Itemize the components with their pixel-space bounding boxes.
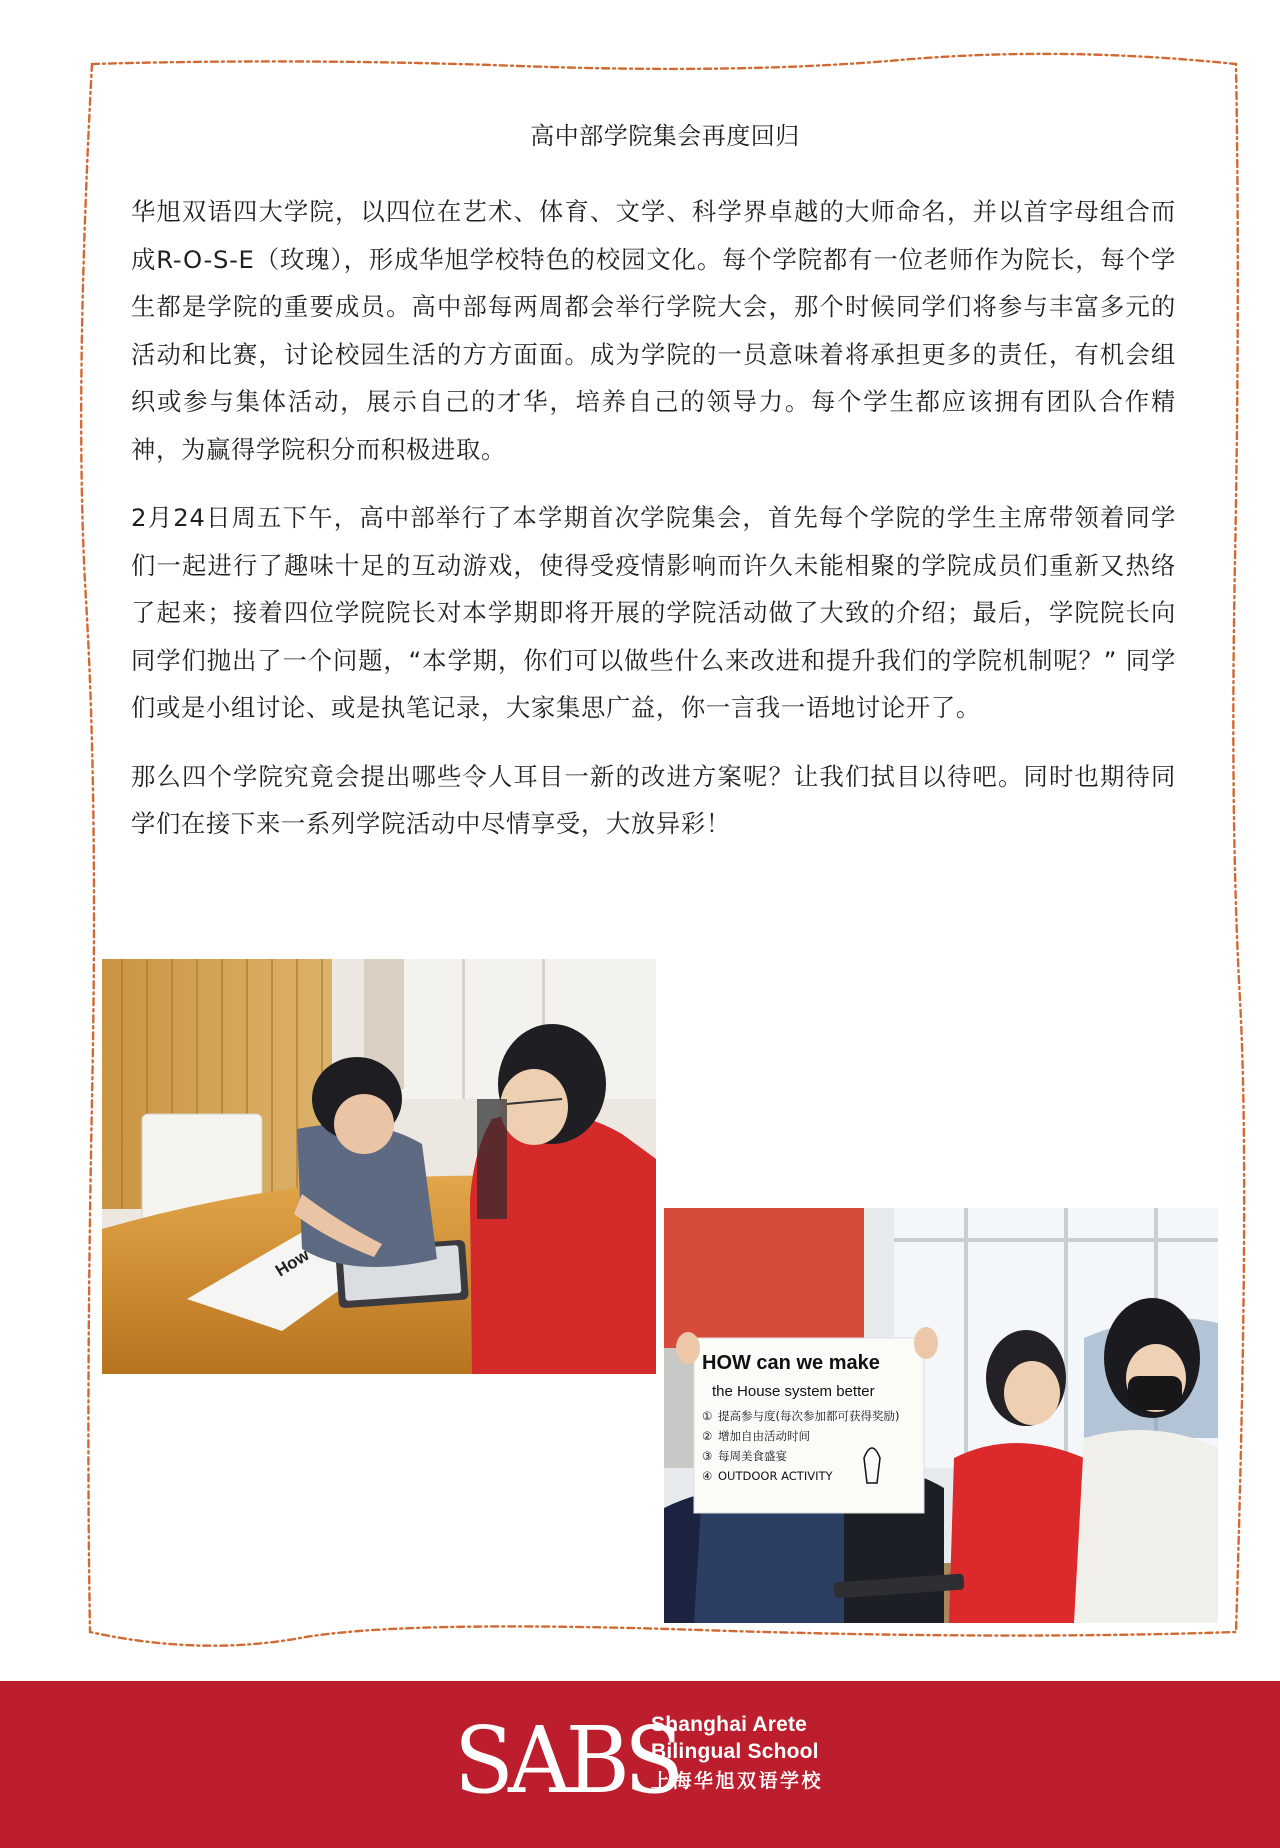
photo-students-poster bbox=[664, 1208, 1218, 1623]
paragraph-closing: 那么四个学院究竟会提出哪些令人耳目一新的改进方案呢？让我们拭目以待吧。同时也期待同学们在接下来一系列学院活动中尽情享受，大放异彩！ bbox=[131, 761, 1176, 838]
school-name-en-line1: Shanghai Arete bbox=[651, 1713, 808, 1736]
poster-number-4: ④ bbox=[702, 1469, 713, 1483]
photo-students-writing bbox=[102, 959, 656, 1374]
school-name-block bbox=[651, 1711, 823, 1797]
poster-item-4: OUTDOOR ACTIVITY bbox=[718, 1469, 833, 1483]
article-body bbox=[131, 188, 1176, 869]
paragraph-event: 2月24日周五下午，高中部举行了本学期首次学院集会，首先每个学院的学生主席带领着同学们一起进行了趣味十足的互动游戏，使得受疫情影响而许久未能相聚的学院成员们重新又热络了起来；接着四位学院院长对本学期即将开展的学院活动做了大致的介绍；最后，学院院长向同学们抛出了一个问题，“本学期，你们可以做些什么来改进和提升我们的学院机制呢？” 同学们或是小组讨论、或是执笔记录，大家集思广益，你一言我一语地讨论开了。 bbox=[131, 503, 1176, 722]
footer-banner bbox=[0, 1681, 1280, 1848]
school-name-cn: 上海华旭双语学校 bbox=[651, 1770, 824, 1792]
poster-item-2: 增加自由活动时间 bbox=[718, 1429, 810, 1443]
school-name-en-line2: Bilingual School bbox=[651, 1740, 819, 1763]
poster-subheading: the House system better bbox=[712, 1383, 875, 1400]
poster-number-1: ① bbox=[702, 1409, 713, 1423]
poster-item-1: 提高参与度(每次参加都可获得奖励) bbox=[718, 1409, 900, 1423]
paragraph-intro: 华旭双语四大学院，以四位在艺术、体育、文学、科学界卓越的大师命名，并以首字母组合而成R-O-S-E（玫瑰），形成华旭学校特色的校园文化。每个学院都有一位老师作为院长，每个学生都是学院的重要成员。高中部每两周都会举行学院大会，那个时候同学们将参与丰富多元的活动和比赛，讨论校园生活的方方面面。成为学院的一员意味着将承担更多的责任，有机会组织或参与集体活动，展示自己的才华，培养自己的领导力。每个学生都应该拥有团队合作精神，为赢得学院积分而积极进取。 bbox=[131, 197, 1176, 464]
school-logo-mark: SABS bbox=[454, 1707, 679, 1814]
poster-heading: HOW can we make bbox=[702, 1352, 880, 1374]
poster-number-2: ② bbox=[702, 1429, 713, 1443]
poster-item-3: 每周美食盛宴 bbox=[718, 1449, 787, 1463]
poster-number-3: ③ bbox=[702, 1449, 713, 1463]
article-title: 高中部学院集会再度回归 bbox=[530, 122, 800, 150]
poster-text: How bbox=[272, 1245, 313, 1281]
